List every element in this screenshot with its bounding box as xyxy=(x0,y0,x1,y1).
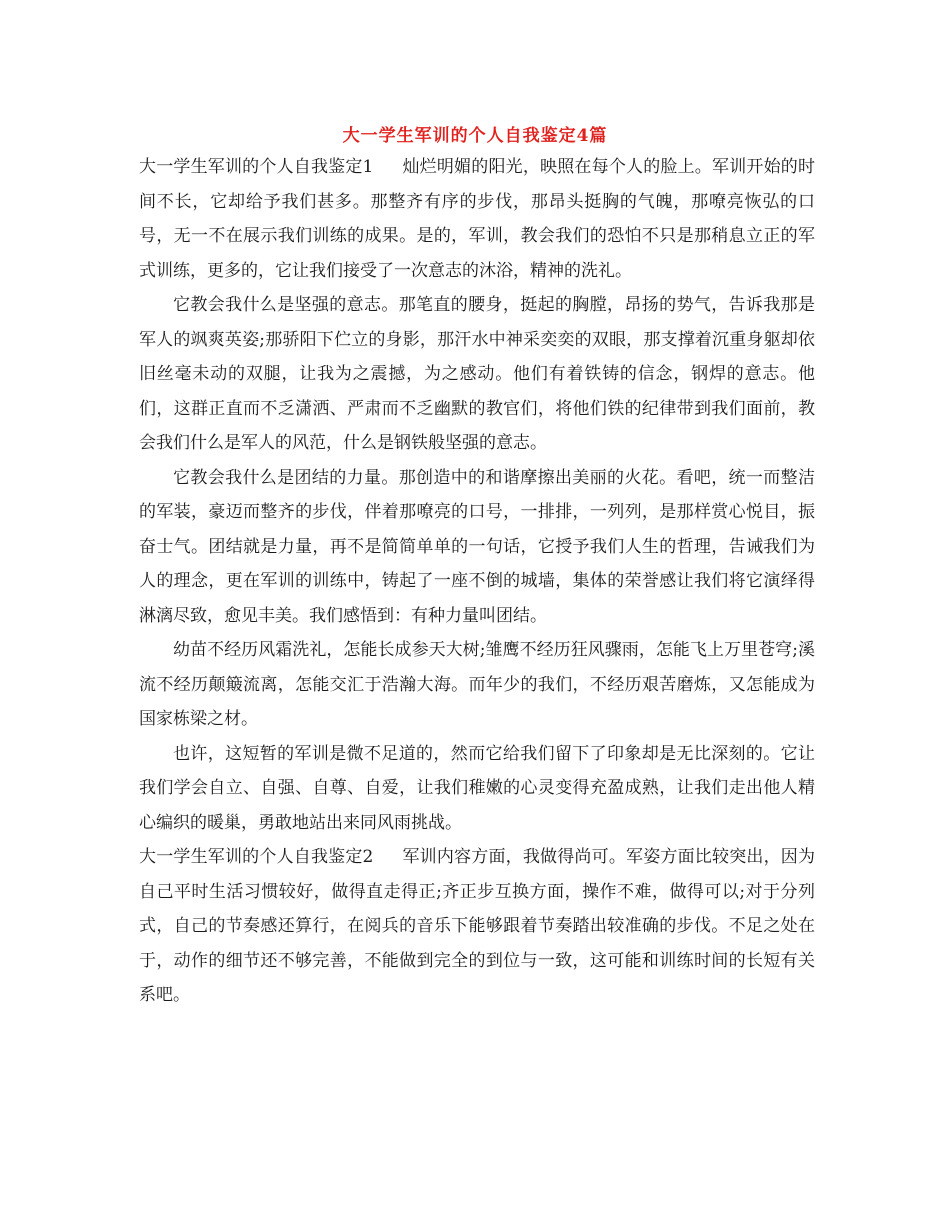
section-1-paragraph: 也许，这短暂的军训是微不足道的，然而它给我们留下了印象却是无比深刻的。它让我们学会自立、自强、自尊、自爱，让我们稚嫩的心灵变得充盈成熟，让我们走出他人精心编织的暖巢，勇敢地站出来同风雨挑战。 xyxy=(139,743,815,833)
section-2-heading: 大一学生军训的个人自我鉴定2 xyxy=(139,847,374,867)
document-body xyxy=(139,150,815,1013)
document-title: 大一学生军训的个人自我鉴定4篇 xyxy=(342,126,608,146)
section-1-lead-text: 灿烂明媚的阳光，映照在每个人的脸上。军训开始的时间不长，它却给予我们甚多。那整齐有序的步伐，那昂头挺胸的气魄，那嘹亮恢弘的口号，无一不在展示我们训练的成果。是的，军训，教会我们的恐怕不只是那稍息立正的军式训练，更多的，它让我们接受了一次意志的沐浴，精神的洗礼。 xyxy=(139,157,815,281)
section-1-lead-paragraph xyxy=(139,150,815,288)
section-1-paragraph: 它教会我什么是坚强的意志。那笔直的腰身，挺起的胸膛，昂扬的势气，告诉我那是军人的飒爽英姿;那骄阳下伫立的身影，那汗水中神采奕奕的双眼，那支撑着沉重身躯却依旧丝毫未动的双腿，让我为之震撼，为之感动。他们有着铁铸的信念，钢焊的意志。他们，这群正直而不乏潇洒、严肃而不乏幽默的教官们，将他们铁的纪律带到我们面前，教会我们什么是军人的风范，什么是钢铁般坚强的意志。 xyxy=(139,295,815,453)
section-1-heading: 大一学生军训的个人自我鉴定1 xyxy=(139,157,374,177)
section-2-lead-paragraph xyxy=(139,840,815,1013)
section-1-paragraph: 它教会我什么是团结的力量。那创造中的和谐摩擦出美丽的火花。看吧，统一而整洁的军装，豪迈而整齐的步伐，伴着那嘹亮的口号，一排排，一列列，是那样赏心悦目，振奋士气。团结就是力量，再不是简简单单的一句话，它授予我们人生的哲理，告诫我们为人的理念，更在军训的训练中，铸起了一座不倒的城墙，集体的荣誉感让我们将它演绎得淋漓尽致，愈见丰美。我们感悟到：有种力量叫团结。 xyxy=(139,467,815,626)
section-2-lead-text: 军训内容方面，我做得尚可。军姿方面比较突出，因为自己平时生活习惯较好，做得直走得正;齐正步互换方面，操作不难，做得可以;对于分列式，自己的节奏感还算行，在阅兵的音乐下能够跟着节奏踏出较准确的步伐。不足之处在于，动作的细节还不够完善，不能做到完全的到位与一致，这可能和训练时间的长短有关系吧。 xyxy=(139,847,815,1005)
section-1-paragraph: 幼苗不经历风霜洗礼，怎能长成参天大树;雏鹰不经历狂风骤雨，怎能飞上万里苍穹;溪流不经历颠簸流离，怎能交汇于浩瀚大海。而年少的我们，不经历艰苦磨炼，又怎能成为国家栋梁之材。 xyxy=(139,640,815,729)
